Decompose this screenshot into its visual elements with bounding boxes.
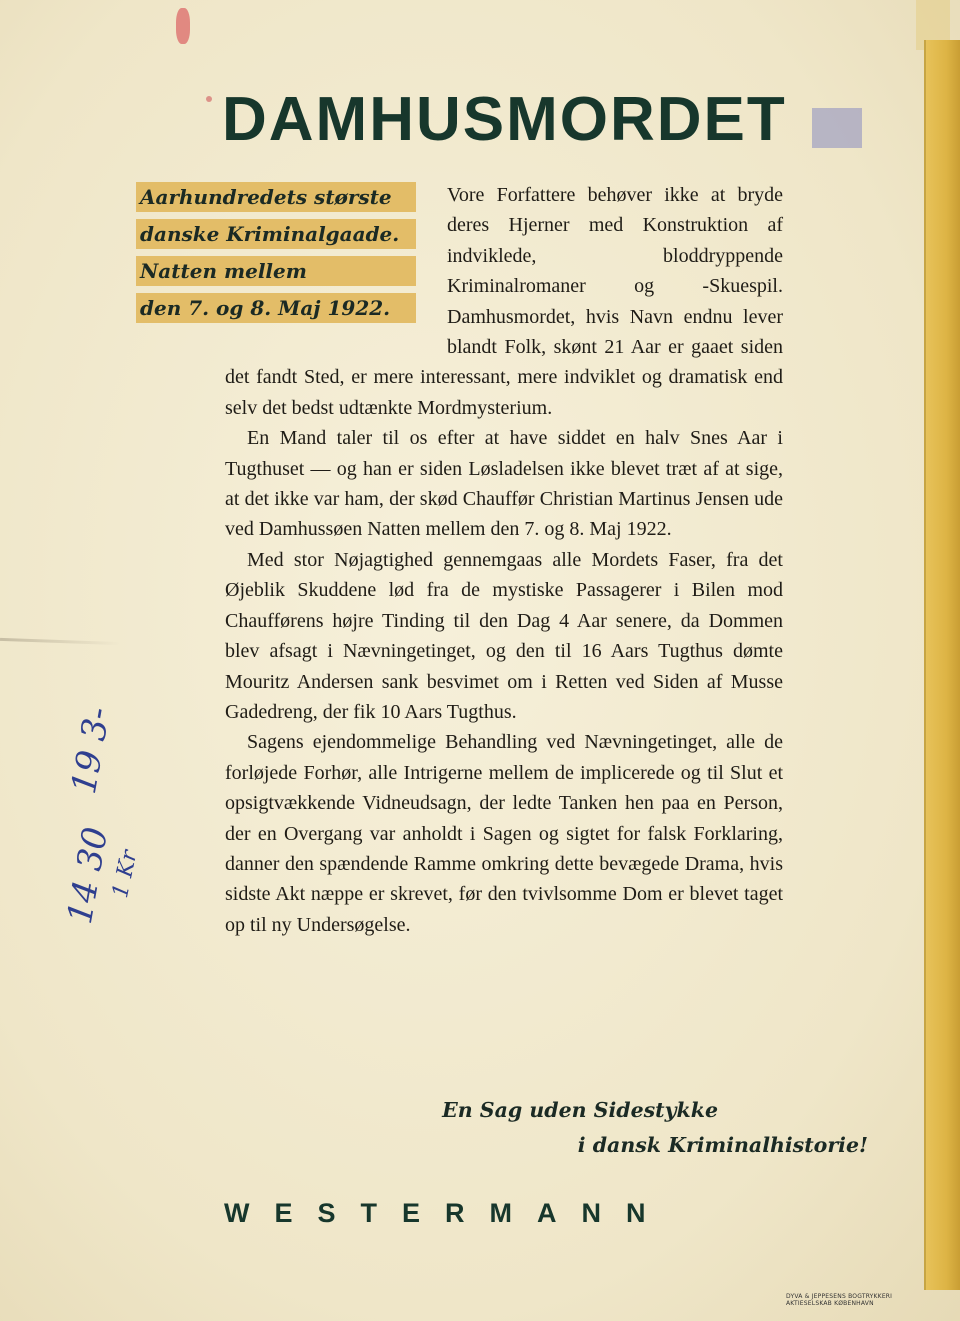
tagline-line-2: i dansk Kriminalhistorie!: [577, 1133, 868, 1157]
blurb-text: [225, 180, 783, 940]
handwritten-mark: 1 Kr: [108, 848, 143, 901]
handwritten-note: 19 3-: [64, 704, 119, 797]
banner-space: [225, 180, 447, 362]
blurb-paragraph: Vore Forfattere behøver ikke at bryde deres Hjerner med Konstruktion af indviklede, bloddryppende Kriminalromaner og -Skuespil. Damhusmordet, hvis Navn endnu lever blandt Folk, skønt 21 Aar er gaaet siden det fandt Sted, er mere interessant, mere indviklet og dramatisk end selv det bedst udtænkte Mordmysterium.: [225, 184, 783, 419]
printer-line-1: DYVA & JEPPESENS BOGTRYKKERI: [786, 1293, 893, 1300]
tagline-line-1: En Sag uden Sidestykke: [442, 1098, 718, 1122]
banner-line: den 7. og 8. Maj 1922.: [136, 293, 416, 323]
printer-imprint: [786, 1293, 896, 1307]
blurb-paragraph: Sagens ejendommelige Behandling ved Nævningetinget, alle de forløjede Forhør, alle Intrigerne mellem de implicerede og til Slut et opsigtvækkende Vidneudsagn, der ledte Tanken hen paa en Person, der en Overgang var anholdt i Sagen og sigtet for falsk Forklaring, danner den spændende Ramme omkring dette bevægede Drama, hvis sidste Akt næppe er skrevet, før den tvivlsomme Dom er blevet taget op til ny Undersøgelse.: [225, 731, 783, 936]
banner-line: Aarhundredets største: [136, 182, 416, 212]
banner-line: danske Kriminalgaade.: [136, 219, 416, 249]
blurb-paragraph: Med stor Nøjagtighed gennemgaas alle Mordets Faser, fra det Øjeblik Skuddene lød fra de mystiske Passagerer i Bilen mod Chaufførens højre Tinding til den Dag 4 Aar senere, da Dommen blev afsagt i Nævningetinget, og den til 16 Aars Tugthus dømte Mouritz Andersen sank besvimet om i Retten ved Siden af Musse Gadedreng, der fik 10 Aars Tugthus.: [225, 548, 783, 723]
publisher-name: WESTERMANN: [224, 1198, 671, 1228]
paper-crease: [0, 638, 120, 645]
red-stain: [176, 8, 190, 44]
handwritten-price: 14 30: [60, 824, 117, 927]
printer-line-2: AKTIESELSKAB KØBENHAVN: [786, 1300, 874, 1307]
blurb-paragraph: En Mand taler til os efter at have siddet en halv Snes Aar i Tugthuset — og han er siden Løsladelsen ikke blevet træt af at sige, at det ikke var ham, der skød Chauffør Christian Martinus Jensen ude ved Damhussøen Natten mellem den 7. og 8. Maj 1922.: [225, 427, 783, 541]
red-dot-stain: [206, 96, 212, 102]
book-title: DAMHUSMORDET: [222, 85, 787, 154]
spine-strip: [924, 40, 960, 1290]
banner-line: Natten mellem: [136, 256, 416, 286]
tagline: [442, 1093, 868, 1163]
title-blue-overprint: [812, 108, 862, 148]
